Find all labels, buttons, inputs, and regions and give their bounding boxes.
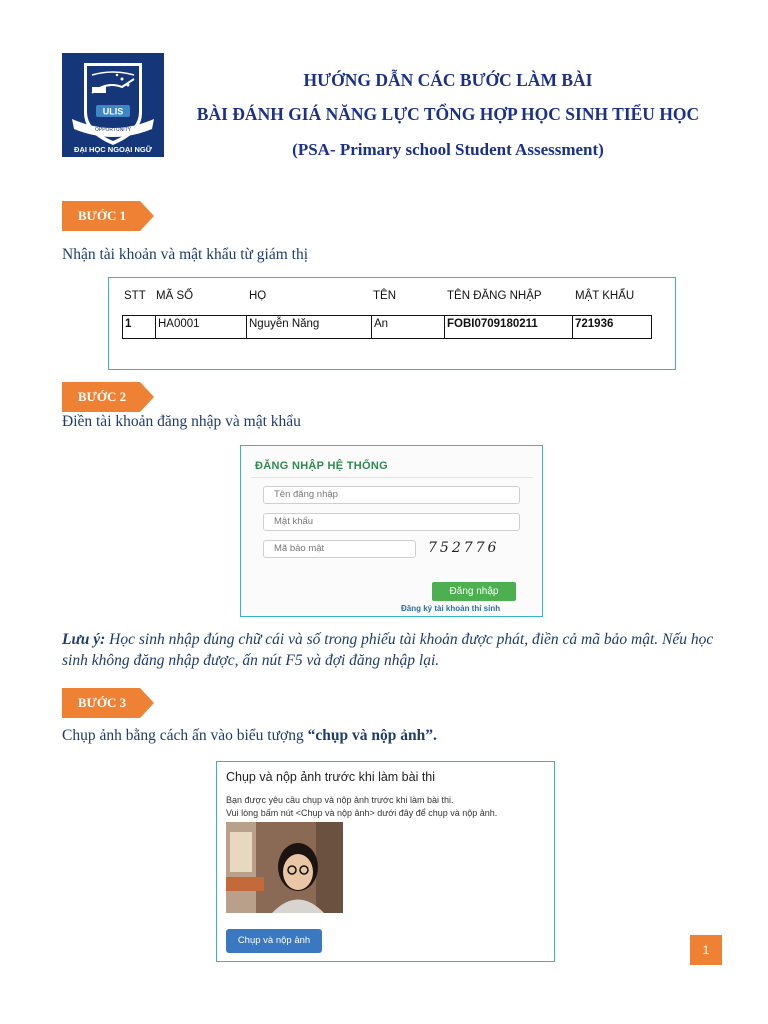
captcha-input[interactable]: Mã bảo mật (263, 540, 416, 558)
cell-ma-so: HA0001 (155, 316, 246, 338)
svg-text:OPPORTUNITY: OPPORTUNITY (94, 127, 132, 133)
student-photo (226, 822, 343, 913)
account-table-frame (108, 277, 676, 370)
login-form-screenshot (240, 445, 543, 617)
step-3-text-prefix: Chụp ảnh bằng cách ấn vào biểu tượng (62, 727, 308, 744)
cell-stt: 1 (125, 318, 132, 330)
captcha-image: 752776 (428, 540, 500, 556)
cell-ten-dang-nhap: FOBI0709180211 (444, 316, 572, 338)
header-ten-dang-nhap: TÊN ĐĂNG NHẬP (447, 290, 542, 302)
note-text: Học sinh nhập đúng chữ cái và số trong phiếu tài khoản được phát, điền cả mã bảo mật. Nếu học sinh không đăng nhập được, ấn nút F5 và đợi đăng nhập lại. (62, 631, 714, 669)
header-ho: HỌ (249, 290, 267, 302)
photo-capture-card (216, 761, 555, 962)
step-3-badge (62, 688, 154, 718)
username-input[interactable]: Tên đăng nhập (263, 486, 520, 504)
header-ma-so: MÃ SỐ (156, 290, 194, 302)
university-logo (62, 53, 164, 157)
ulis-shield-icon (62, 53, 164, 157)
header-mat-khau: MẬT KHẨU (575, 290, 635, 302)
divider (251, 477, 533, 478)
page-title-line-2: BÀI ĐÁNH GIÁ NĂNG LỰC TỔNG HỢP HỌC SINH TIỂU HỌC (196, 104, 700, 124)
login-title: ĐĂNG NHẬP HỆ THỐNG (255, 460, 388, 472)
login-button[interactable]: Đăng nhập (432, 582, 516, 601)
step-3-text (62, 727, 437, 745)
step-1-label: BƯỚC 1 (77, 208, 127, 223)
card-line-2: Vui lòng bấm nút <Chụp và nộp ảnh> dưới đây để chụp và nộp ảnh. (226, 808, 498, 818)
note-label: Lưu ý: (62, 631, 106, 648)
page-subtitle: (PSA- Primary school Student Assessment) (292, 140, 604, 159)
password-input[interactable]: Mật khẩu (263, 513, 520, 531)
step-3-text-bold: “chụp và nộp ảnh”. (307, 727, 437, 744)
svg-text:ĐẠI HỌC NGOẠI NGỮ: ĐẠI HỌC NGOẠI NGỮ (74, 145, 152, 154)
page-number: 1 (690, 935, 722, 965)
page-title-line-1: HƯỚNG DẪN CÁC BƯỚC LÀM BÀI (303, 70, 593, 90)
step-2-badge (62, 382, 154, 412)
step-3-label: BƯỚC 3 (77, 695, 127, 710)
step-2-label: BƯỚC 2 (77, 389, 127, 404)
cell-ho: Nguyễn Năng (246, 316, 371, 338)
cell-mat-khau: 721936 (572, 316, 651, 338)
step-1-text: Nhận tài khoản và mật khẩu từ giám thị (62, 246, 309, 263)
register-link[interactable]: Đăng ký tài khoản thí sinh (401, 604, 501, 613)
card-line-1: Bạn được yêu cầu chụp và nộp ảnh trước khi làm bài thi. (226, 795, 454, 805)
capture-photo-button[interactable]: Chụp và nộp ảnh (226, 929, 322, 953)
step-1-badge (62, 201, 154, 231)
svg-text:ULIS: ULIS (102, 106, 124, 117)
step-2-text: Điền tài khoản đăng nhập và mật khẩu (62, 413, 301, 430)
note-paragraph (62, 629, 722, 671)
cell-ten: An (371, 316, 444, 338)
table-row (122, 315, 652, 339)
header-ten: TÊN (373, 290, 396, 302)
card-title: Chụp và nộp ảnh trước khi làm bài thi (226, 770, 436, 784)
header-stt: STT (124, 290, 146, 302)
